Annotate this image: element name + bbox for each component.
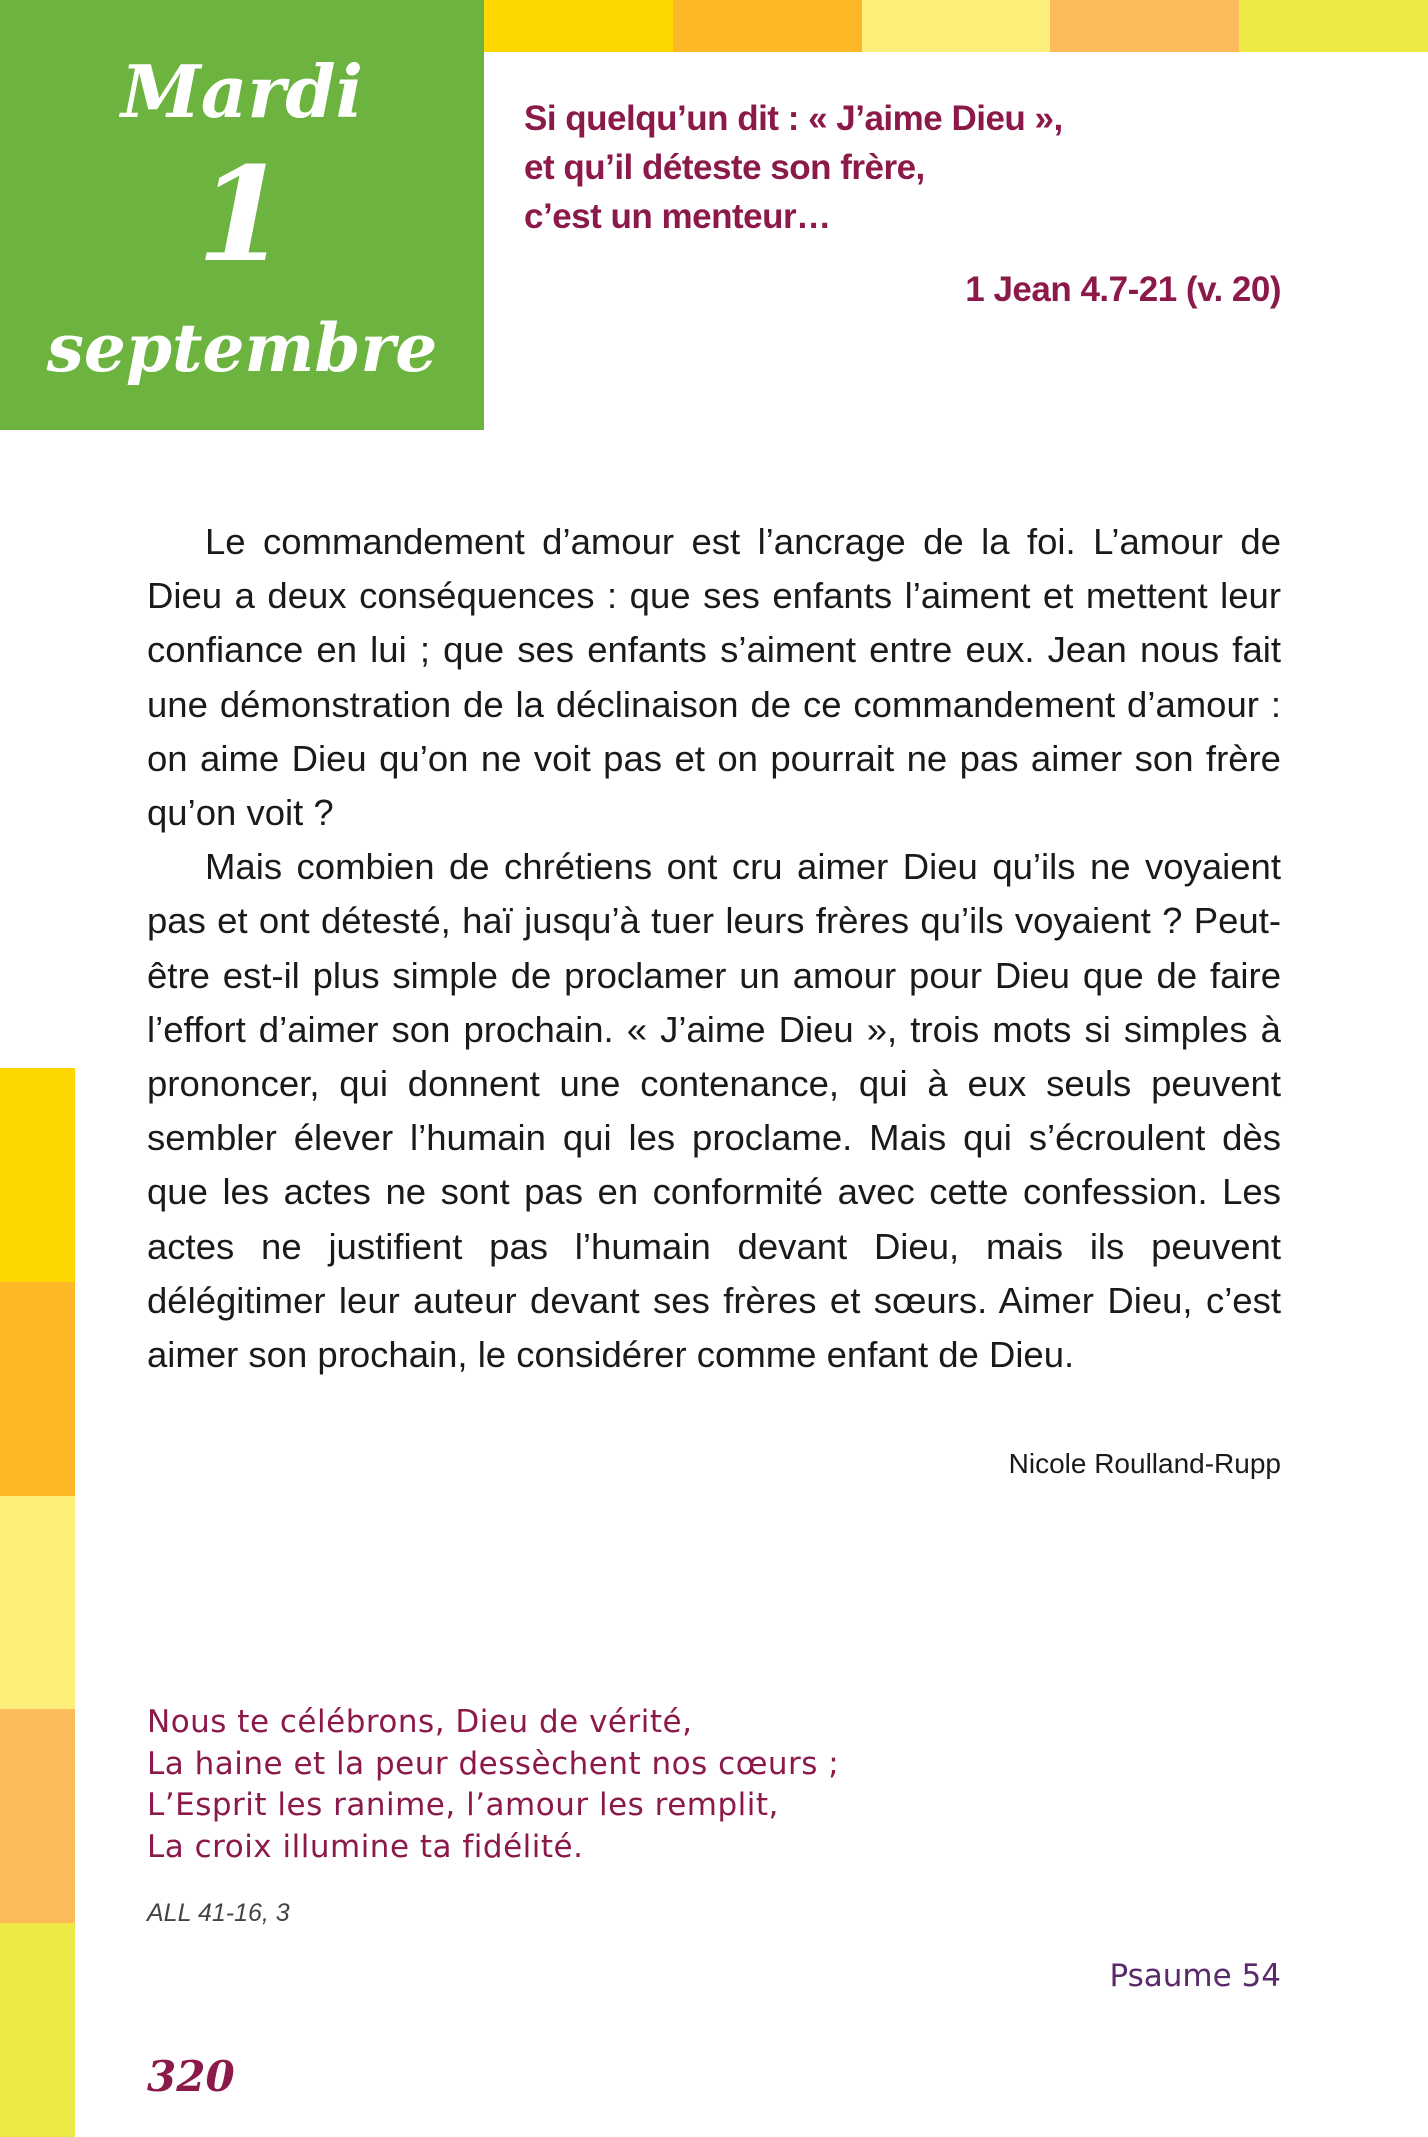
meditation-text	[147, 515, 1281, 1382]
band	[484, 0, 673, 52]
verse-line: c’est un menteur…	[524, 197, 831, 236]
band	[0, 1068, 75, 1282]
page-number: 320	[147, 2052, 235, 2101]
hymn-reference: ALL 41-16, 3	[147, 1899, 290, 1927]
band	[0, 1923, 75, 2137]
band	[1050, 0, 1239, 52]
date-month: septembre	[46, 309, 438, 387]
band	[862, 0, 1051, 52]
meditation-paragraph: Mais combien de chrétiens ont cru aimer Dieu qu’ils ne voyaient pas et ont détesté, haï jusqu’à tuer leurs frères qu’ils voyaient ? Peut-être est-il plus simple de proclamer un amour pour Dieu que de faire l’effort d’aimer son prochain. « J’aime Dieu », trois mots si simples à prononcer, qui donnent une contenance, qui à eux seuls peuvent sembler élever l’humain qui les proclame. Mais qui s’écroulent dès que les actes ne sont pas en conformité avec cette confession. Les actes ne justifient pas l’humain devant Dieu, mais ils peuvent délégitimer leur auteur devant ses frères et sœurs. Aimer Dieu, c’est aimer son prochain, le considérer comme enfant de Dieu.	[147, 846, 1281, 1376]
band	[0, 1282, 75, 1496]
verse-line: et qu’il déteste son frère,	[524, 148, 925, 187]
verse-line: Si quelqu’un dit : « J’aime Dieu »,	[524, 99, 1063, 138]
psalm-reference: Psaume 54	[1109, 1958, 1281, 1994]
author-name: Nicole Roulland-Rupp	[1008, 1448, 1281, 1479]
date-box	[0, 0, 484, 430]
key-verse	[524, 94, 1284, 241]
date-weekday: Mardi	[121, 49, 363, 134]
verse-reference: 1 Jean 4.7-21 (v. 20)	[965, 270, 1281, 309]
band	[1239, 0, 1428, 52]
top-color-bands	[484, 0, 1428, 52]
meditation-paragraph: Le commandement d’amour est l’ancrage de la foi. L’amour de Dieu a deux conséquences : que ses enfants l’aiment et mettent leur confiance en lui ; que ses enfants s’aiment entre eux. Jean nous fait une démonstration de la déclinaison de ce commandement d’amour : on aime Dieu qu’on ne voit pas et on pourrait ne pas aimer son frère qu’on voit ?	[147, 521, 1281, 834]
hymn-line: L’Esprit les ranime, l’amour les remplit,	[147, 1787, 779, 1823]
hymn-line: La haine et la peur dessèchent nos cœurs ;	[147, 1745, 840, 1782]
hymn-line: La croix illumine ta fidélité.	[147, 1828, 584, 1865]
left-color-bands	[0, 1068, 75, 2137]
hymn-stanza	[147, 1702, 839, 1868]
band	[0, 1496, 75, 1710]
band	[673, 0, 862, 52]
hymn-line: Nous te célébrons, Dieu de vérité,	[147, 1704, 693, 1740]
band	[0, 1709, 75, 1923]
date-day: 1	[196, 138, 288, 291]
